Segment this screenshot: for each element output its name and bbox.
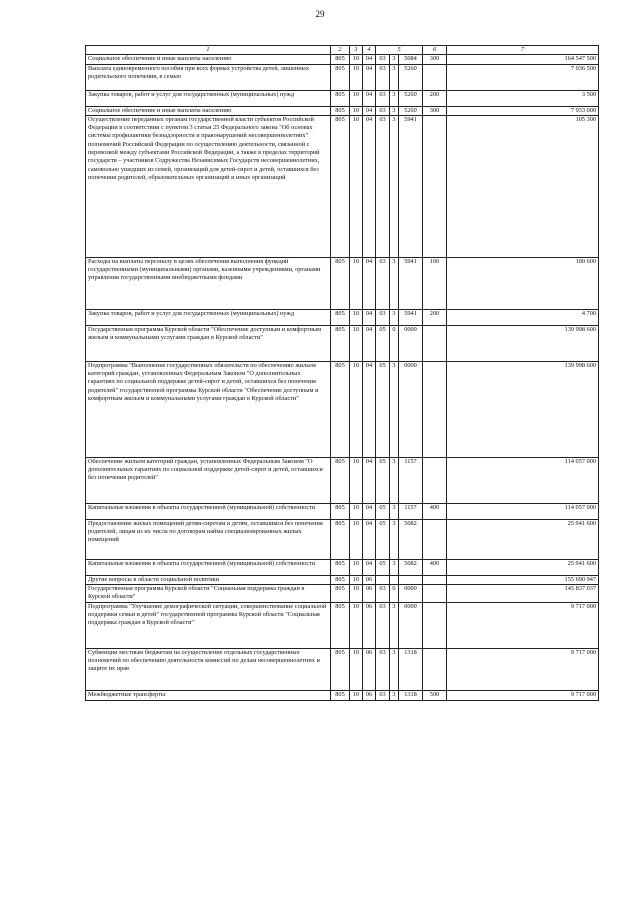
table-row bbox=[86, 690, 599, 700]
row-section: 10 bbox=[350, 361, 363, 457]
row-subprogram: 0 bbox=[390, 585, 399, 603]
row-sum: 9 717 000 bbox=[447, 690, 599, 700]
row-subprogram: 3 bbox=[390, 648, 399, 690]
row-program: 05 bbox=[376, 325, 390, 361]
row-section: 10 bbox=[350, 309, 363, 325]
row-sum: 25 941 600 bbox=[447, 519, 599, 559]
budget-table bbox=[85, 45, 599, 701]
row-direction: 5084 bbox=[399, 55, 423, 64]
row-direction: 5941 bbox=[399, 257, 423, 309]
row-subprogram: 3 bbox=[390, 690, 399, 700]
row-subprogram: 3 bbox=[390, 115, 399, 257]
row-name: Государственная программа Курской области "Обеспечение доступным и комфортным жильем и коммунальными услугами граждан в Курской области" bbox=[86, 325, 331, 361]
table-row bbox=[86, 602, 599, 648]
row-section: 10 bbox=[350, 519, 363, 559]
row-sum: 25 941 600 bbox=[447, 559, 599, 575]
table-row bbox=[86, 90, 599, 106]
row-expense-type: 100 bbox=[423, 257, 447, 309]
row-name: Выплата единовременного пособия при всех формах устройства детей, лишенных родительского попечения, в семью bbox=[86, 64, 331, 90]
row-subprogram: 0 bbox=[390, 325, 399, 361]
row-subsection: 04 bbox=[363, 106, 376, 115]
row-sum: 9 717 000 bbox=[447, 648, 599, 690]
row-name: Другие вопросы в области социальной политики bbox=[86, 575, 331, 584]
row-expense-type bbox=[423, 64, 447, 90]
row-direction: 5082 bbox=[399, 519, 423, 559]
row-subprogram bbox=[390, 575, 399, 584]
row-section: 10 bbox=[350, 90, 363, 106]
table-row bbox=[86, 115, 599, 257]
row-name: Межбюджетные трансферты bbox=[86, 690, 331, 700]
table-row bbox=[86, 575, 599, 584]
row-sum: 164 547 500 bbox=[447, 55, 599, 64]
row-name: Субвенции местным бюджетам на осуществление отдельных государственных полномочий по обеспечению деятельности комиссий по делам несовершеннолетних и защите их прав bbox=[86, 648, 331, 690]
row-code: 805 bbox=[331, 503, 350, 519]
row-code: 805 bbox=[331, 559, 350, 575]
row-subsection: 06 bbox=[363, 602, 376, 648]
row-expense-type: 500 bbox=[423, 690, 447, 700]
table-row bbox=[86, 519, 599, 559]
row-section: 10 bbox=[350, 648, 363, 690]
header-col-6: 6 bbox=[423, 46, 447, 55]
header-row bbox=[86, 46, 599, 55]
row-subsection: 04 bbox=[363, 519, 376, 559]
row-code: 805 bbox=[331, 115, 350, 257]
row-code: 805 bbox=[331, 519, 350, 559]
row-program: 05 bbox=[376, 519, 390, 559]
row-expense-type bbox=[423, 115, 447, 257]
row-code: 805 bbox=[331, 361, 350, 457]
row-program: 03 bbox=[376, 602, 390, 648]
table-row bbox=[86, 503, 599, 519]
row-subprogram: 3 bbox=[390, 64, 399, 90]
row-direction: 5260 bbox=[399, 90, 423, 106]
table-row bbox=[86, 559, 599, 575]
table-row bbox=[86, 585, 599, 603]
table-row bbox=[86, 64, 599, 90]
row-subsection: 04 bbox=[363, 64, 376, 90]
row-direction: 0000 bbox=[399, 602, 423, 648]
row-code: 805 bbox=[331, 90, 350, 106]
row-section: 10 bbox=[350, 55, 363, 64]
row-code: 805 bbox=[331, 55, 350, 64]
row-direction: 1318 bbox=[399, 690, 423, 700]
row-direction: 5941 bbox=[399, 115, 423, 257]
row-code: 805 bbox=[331, 309, 350, 325]
row-sum: 100 600 bbox=[447, 257, 599, 309]
row-code: 805 bbox=[331, 602, 350, 648]
row-direction: 5260 bbox=[399, 64, 423, 90]
row-subprogram: 3 bbox=[390, 309, 399, 325]
row-name: Социальное обеспечение и иные выплаты населению bbox=[86, 55, 331, 64]
row-code: 805 bbox=[331, 457, 350, 503]
table-row bbox=[86, 325, 599, 361]
row-subsection: 04 bbox=[363, 55, 376, 64]
row-subprogram: 3 bbox=[390, 559, 399, 575]
row-sum: 114 057 000 bbox=[447, 503, 599, 519]
table-row bbox=[86, 106, 599, 115]
header-col-2: 2 bbox=[331, 46, 350, 55]
row-section: 10 bbox=[350, 559, 363, 575]
row-section: 10 bbox=[350, 503, 363, 519]
row-sum: 4 700 bbox=[447, 309, 599, 325]
row-name: Подпрограмма "Улучшение демографической ситуации, совершенствование социальной поддержки семьи и детей" государственной программы Курской области "Социальная поддержка граждан в Курской области" bbox=[86, 602, 331, 648]
row-section: 10 bbox=[350, 106, 363, 115]
header-col-7: 7 bbox=[447, 46, 599, 55]
row-section: 10 bbox=[350, 325, 363, 361]
row-subsection: 04 bbox=[363, 90, 376, 106]
row-name: Государственная программа Курской области "Социальная поддержка граждан в Курской области" bbox=[86, 585, 331, 603]
row-expense-type bbox=[423, 519, 447, 559]
row-sum: 114 057 000 bbox=[447, 457, 599, 503]
row-subsection: 04 bbox=[363, 325, 376, 361]
row-name: Расходы на выплаты персоналу в целях обеспечения выполнения функций государственными (муниципальными) органами, казенными учреждениями, органами управления государственными внебюджетными фондами bbox=[86, 257, 331, 309]
row-code: 805 bbox=[331, 257, 350, 309]
row-expense-type: 200 bbox=[423, 309, 447, 325]
row-expense-type: 300 bbox=[423, 106, 447, 115]
row-direction: 1318 bbox=[399, 648, 423, 690]
header-col-4: 4 bbox=[363, 46, 376, 55]
row-subsection: 04 bbox=[363, 559, 376, 575]
row-direction: 0000 bbox=[399, 325, 423, 361]
row-expense-type: 300 bbox=[423, 55, 447, 64]
table-row bbox=[86, 457, 599, 503]
row-direction: 1157 bbox=[399, 457, 423, 503]
row-subsection: 04 bbox=[363, 361, 376, 457]
row-program: 03 bbox=[376, 648, 390, 690]
row-sum: 3 500 bbox=[447, 90, 599, 106]
row-subsection: 04 bbox=[363, 457, 376, 503]
row-sum: 139 998 600 bbox=[447, 361, 599, 457]
table-row bbox=[86, 361, 599, 457]
row-program: 03 bbox=[376, 55, 390, 64]
page-number: 29 bbox=[315, 9, 325, 19]
row-section: 10 bbox=[350, 115, 363, 257]
row-program: 03 bbox=[376, 90, 390, 106]
row-direction: 0000 bbox=[399, 361, 423, 457]
header-col-1: 1 bbox=[86, 46, 331, 55]
row-program: 03 bbox=[376, 585, 390, 603]
row-section: 10 bbox=[350, 690, 363, 700]
row-expense-type: 200 bbox=[423, 90, 447, 106]
row-subsection: 04 bbox=[363, 115, 376, 257]
row-direction: 5082 bbox=[399, 559, 423, 575]
row-code: 805 bbox=[331, 106, 350, 115]
table-row bbox=[86, 309, 599, 325]
row-direction: 5260 bbox=[399, 106, 423, 115]
row-expense-type bbox=[423, 575, 447, 584]
row-subsection: 04 bbox=[363, 309, 376, 325]
row-subsection: 06 bbox=[363, 585, 376, 603]
row-expense-type bbox=[423, 361, 447, 457]
row-sum: 105 300 bbox=[447, 115, 599, 257]
row-expense-type bbox=[423, 457, 447, 503]
row-sum: 145 837 037 bbox=[447, 585, 599, 603]
row-section: 10 bbox=[350, 585, 363, 603]
row-section: 10 bbox=[350, 257, 363, 309]
row-subprogram: 3 bbox=[390, 519, 399, 559]
row-section: 10 bbox=[350, 575, 363, 584]
header-col-5: 5 bbox=[376, 46, 423, 55]
row-expense-type bbox=[423, 648, 447, 690]
row-sum: 155 690 947 bbox=[447, 575, 599, 584]
row-code: 805 bbox=[331, 585, 350, 603]
row-program: 05 bbox=[376, 457, 390, 503]
row-direction: 5941 bbox=[399, 309, 423, 325]
row-direction: 0000 bbox=[399, 585, 423, 603]
row-subprogram: 3 bbox=[390, 457, 399, 503]
row-sum: 9 717 000 bbox=[447, 602, 599, 648]
row-section: 10 bbox=[350, 64, 363, 90]
row-subprogram: 3 bbox=[390, 55, 399, 64]
row-name: Осуществление переданных органам государственной власти субъектов Российской Федерации в соответствии с пунктом 3 статьи 25 Федерального закона "Об основах системы профилактики безнадзорности и правонарушений несовершеннолетних" полномочий Российской Федерации по осуществлению деятельности, связанной с перевозкой между субъектами Российской Федерации, а также в пределах территорий государств – участников Содружества Независимых Государств несовершеннолетних, самовольно ушедших из семей, организаций для детей-сирот и детей, оставшихся без попечения родителей, образовательных организаций и иных организаций bbox=[86, 115, 331, 257]
row-section: 10 bbox=[350, 457, 363, 503]
row-name: Социальное обеспечение и иные выплаты населению bbox=[86, 106, 331, 115]
row-subprogram: 3 bbox=[390, 257, 399, 309]
row-expense-type bbox=[423, 585, 447, 603]
row-code: 805 bbox=[331, 64, 350, 90]
row-direction bbox=[399, 575, 423, 584]
row-program: 03 bbox=[376, 106, 390, 115]
row-code: 805 bbox=[331, 575, 350, 584]
row-subprogram: 3 bbox=[390, 361, 399, 457]
row-subprogram: 3 bbox=[390, 602, 399, 648]
row-program: 05 bbox=[376, 559, 390, 575]
header-col-3: 3 bbox=[350, 46, 363, 55]
row-subsection: 06 bbox=[363, 575, 376, 584]
row-subsection: 04 bbox=[363, 503, 376, 519]
row-program bbox=[376, 575, 390, 584]
row-expense-type bbox=[423, 325, 447, 361]
row-program: 03 bbox=[376, 309, 390, 325]
row-expense-type bbox=[423, 602, 447, 648]
row-direction: 1157 bbox=[399, 503, 423, 519]
row-expense-type: 400 bbox=[423, 503, 447, 519]
row-name: Закупка товаров, работ и услуг для государственных (муниципальных) нужд bbox=[86, 309, 331, 325]
row-name: Закупка товаров, работ и услуг для государственных (муниципальных) нужд bbox=[86, 90, 331, 106]
row-name: Капитальные вложения в объекты государственной (муниципальной) собственности bbox=[86, 559, 331, 575]
row-sum: 139 998 600 bbox=[447, 325, 599, 361]
table-row bbox=[86, 648, 599, 690]
row-expense-type: 400 bbox=[423, 559, 447, 575]
row-program: 03 bbox=[376, 257, 390, 309]
table-row bbox=[86, 257, 599, 309]
row-code: 805 bbox=[331, 648, 350, 690]
row-program: 05 bbox=[376, 361, 390, 457]
row-subprogram: 3 bbox=[390, 90, 399, 106]
row-section: 10 bbox=[350, 602, 363, 648]
row-sum: 7 933 000 bbox=[447, 106, 599, 115]
row-program: 03 bbox=[376, 690, 390, 700]
row-subprogram: 3 bbox=[390, 503, 399, 519]
row-code: 805 bbox=[331, 325, 350, 361]
row-code: 805 bbox=[331, 690, 350, 700]
row-name: Обеспечение жильем категорий граждан, установленных Федеральным Законом "О дополнительных гарантиях по социальной поддержке детей-сирот и детей, оставшихся без попечения родителей" bbox=[86, 457, 331, 503]
row-sum: 7 936 500 bbox=[447, 64, 599, 90]
row-subsection: 06 bbox=[363, 648, 376, 690]
row-program: 05 bbox=[376, 503, 390, 519]
table-row bbox=[86, 55, 599, 64]
row-subsection: 06 bbox=[363, 690, 376, 700]
row-name: Капитальные вложения в объекты государственной (муниципальной) собственности bbox=[86, 503, 331, 519]
row-subprogram: 3 bbox=[390, 106, 399, 115]
row-subsection: 04 bbox=[363, 257, 376, 309]
row-name: Предоставление жилых помещений детям-сиротам и детям, оставшимся без попечения родителей, лицам из их числа по договорам найма специализированных жилых помещений bbox=[86, 519, 331, 559]
row-program: 03 bbox=[376, 115, 390, 257]
row-name: Подпрограмма "Выполнение государственных обязательств по обеспечению жильем категорий граждан, установленных Федеральным Законом "О дополнительных гарантиях по социальной поддержке детей-сирот и детей, оставшихся без попечения родителей" государственной программы Курской области "Обеспечение доступным и комфортным жильем и коммунальными услугами граждан в Курской области" bbox=[86, 361, 331, 457]
row-program: 03 bbox=[376, 64, 390, 90]
